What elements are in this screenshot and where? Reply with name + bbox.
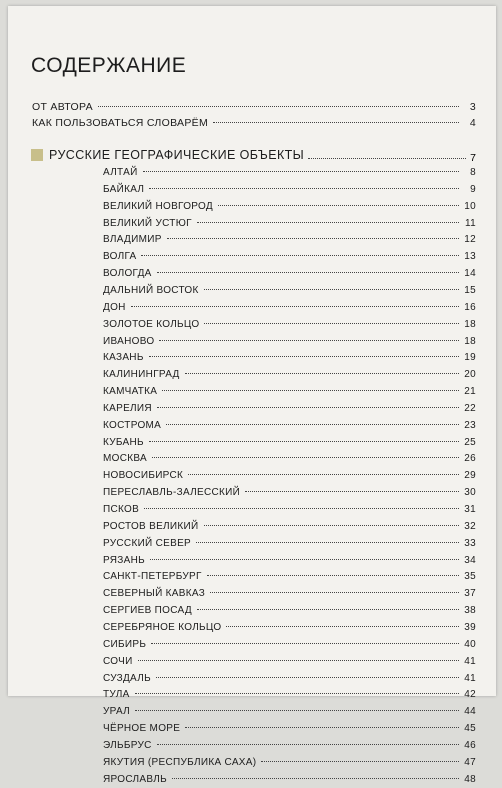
page-number: 31 (464, 504, 476, 515)
toc-entry[interactable] (103, 521, 476, 535)
toc-entry[interactable] (103, 673, 476, 687)
entry-title: ДОН (103, 301, 126, 313)
front-matter-item[interactable] (32, 101, 476, 115)
leader-dots (245, 491, 459, 492)
entry-title: КУБАНЬ (103, 436, 144, 448)
toc-entry[interactable] (103, 470, 476, 484)
page-number: 39 (464, 621, 476, 633)
page-number: 25 (464, 436, 476, 448)
section-page-number: 7 (470, 152, 476, 164)
entry-title: ДАЛЬНИЙ ВОСТОК (103, 284, 199, 296)
leader-dots (135, 710, 459, 711)
entry-title: СЕВЕРНЫЙ КАВКАЗ (103, 588, 206, 600)
page-number: 41 (464, 655, 476, 667)
entry-title: КАЛИНИНГРАД (103, 369, 180, 381)
toc-entry[interactable] (103, 487, 476, 501)
page-number: 47 (464, 756, 476, 768)
page-number: 34 (464, 554, 476, 566)
toc-entry[interactable] (103, 285, 476, 299)
toc-entry[interactable] (103, 453, 476, 467)
entry-title: УРАЛ (103, 706, 131, 718)
toc-entry[interactable] (103, 588, 476, 602)
toc-entry[interactable] (103, 639, 476, 653)
entry-title: ПСКОВ (103, 504, 140, 515)
section-bullet-square (31, 149, 43, 161)
leader-dots (204, 323, 459, 324)
entry-title: САНКТ-ПЕТЕРБУРГ (103, 571, 202, 583)
entry-title: СИБИРЬ (103, 638, 147, 650)
entry-title: НОВОСИБИРСК (103, 470, 184, 482)
entry-title: ВОЛОГДА (103, 268, 152, 280)
page-title: СОДЕРЖАНИЕ (31, 54, 187, 77)
leader-dots (149, 356, 459, 357)
toc-entry[interactable] (103, 723, 476, 737)
entry-title: ВЛАДИМИР (103, 234, 162, 246)
page-number: 12 (464, 234, 476, 246)
leader-dots (197, 222, 459, 223)
toc-entry[interactable] (103, 386, 476, 400)
page-number: 48 (464, 773, 476, 785)
page-number: 23 (464, 419, 476, 431)
toc-entry[interactable] (103, 555, 476, 569)
toc-entry[interactable] (103, 774, 476, 788)
page-number: 46 (464, 739, 476, 751)
entry-title: ТУЛА (103, 689, 130, 701)
page-number: 33 (464, 537, 476, 549)
toc-entry[interactable] (103, 504, 476, 518)
entry-title: КАК ПОЛЬЗОВАТЬСЯ СЛОВАРЁМ (32, 117, 209, 129)
entry-title: МОСКВА (103, 453, 147, 465)
page-number: 38 (464, 605, 476, 617)
front-matter-item[interactable] (32, 117, 476, 131)
leader-dots (159, 340, 459, 341)
page-number: 42 (464, 689, 476, 701)
page-number: 35 (464, 571, 476, 583)
page-number: 32 (464, 520, 476, 532)
leader-dots (204, 289, 459, 290)
entry-title: РОСТОВ ВЕЛИКИЙ (103, 520, 199, 532)
leader-dots (98, 106, 459, 107)
leader-dots (213, 122, 459, 123)
section-title: РУССКИЕ ГЕОГРАФИЧЕСКИЕ ОБЪЕКТЫ (49, 148, 305, 162)
page-number: 13 (464, 251, 476, 263)
page-number: 18 (464, 335, 476, 347)
leader-dots (144, 508, 459, 509)
page-number: 14 (464, 268, 476, 280)
leader-dots (210, 592, 459, 593)
page-number: 30 (464, 487, 476, 499)
page-number: 9 (470, 183, 476, 195)
page-number: 29 (464, 470, 476, 482)
toc-entry[interactable] (103, 571, 476, 585)
entry-title: ВЕЛИКИЙ УСТЮГ (103, 217, 192, 229)
leader-dots (166, 424, 459, 425)
toc-entry[interactable] (103, 336, 476, 350)
leader-dots (157, 272, 459, 273)
entry-title: ЯКУТИЯ (РЕСПУБЛИКА САХА) (103, 756, 257, 768)
entry-title: КАМЧАТКА (103, 386, 158, 398)
entry-title: ВОЛГА (103, 251, 137, 263)
leader-dots (185, 373, 459, 374)
entry-title: ПЕРЕСЛАВЛЬ-ЗАЛЕССКИЙ (103, 487, 241, 499)
entry-title: КАЗАНЬ (103, 352, 144, 364)
entry-title: ЗОЛОТОЕ КОЛЬЦО (103, 318, 200, 330)
leader-dots (152, 457, 459, 458)
entry-title: СУЗДАЛЬ (103, 672, 151, 684)
leader-dots (188, 474, 459, 475)
page-number: 16 (464, 301, 476, 313)
entry-title: СЕРГИЕВ ПОСАД (103, 605, 192, 617)
toc-entry[interactable] (103, 218, 476, 232)
leader-dots (156, 677, 459, 678)
page-number: 44 (464, 706, 476, 718)
toc-entry[interactable] (103, 319, 476, 333)
entry-title: ЯРОСЛАВЛЬ (103, 773, 167, 785)
leader-dots (172, 778, 459, 779)
page-number: 11 (465, 217, 476, 229)
leader-dots (226, 626, 459, 627)
page-number: 40 (464, 638, 476, 650)
toc-entry[interactable] (103, 437, 476, 451)
entry-title: БАЙКАЛ (103, 183, 145, 195)
leader-dots (149, 441, 459, 442)
page-number: 8 (470, 167, 476, 178)
toc-entry[interactable] (103, 268, 476, 282)
leader-dots (207, 575, 459, 576)
toc-entry[interactable] (103, 605, 476, 619)
leader-dots (185, 727, 459, 728)
leader-dots (149, 188, 459, 189)
toc-entry[interactable] (103, 757, 476, 771)
page-number: 37 (464, 588, 476, 600)
entry-title: СОЧИ (103, 655, 133, 667)
leader-dots (261, 761, 459, 762)
toc-entry[interactable] (103, 302, 476, 316)
leader-dots (131, 306, 459, 307)
page-number: 4 (469, 117, 476, 129)
section-heading[interactable] (31, 147, 476, 163)
entry-title: АЛТАЙ (103, 167, 138, 178)
toc-entry[interactable] (103, 184, 476, 198)
leader-dots (162, 390, 459, 391)
entry-title: ИВАНОВО (103, 335, 155, 347)
page-number: 26 (464, 453, 476, 465)
leader-dots (308, 158, 466, 159)
entry-title: ЧЁРНОЕ МОРЕ (103, 723, 181, 735)
toc-entry[interactable] (103, 656, 476, 670)
leader-dots (141, 255, 459, 256)
toc-entry[interactable] (103, 369, 476, 383)
leader-dots (167, 238, 459, 239)
toc-entry[interactable] (103, 706, 476, 720)
leader-dots (151, 643, 459, 644)
entry-title: ЭЛЬБРУС (103, 739, 152, 751)
toc-entry[interactable] (103, 167, 476, 181)
leader-dots (204, 525, 460, 526)
toc-entry[interactable] (103, 352, 476, 366)
page-number: 21 (464, 386, 476, 398)
leader-dots (197, 609, 459, 610)
leader-dots (135, 693, 459, 694)
page-number: 18 (464, 318, 476, 330)
page-number: 20 (464, 369, 476, 381)
leader-dots (218, 205, 459, 206)
page-number: 15 (464, 284, 476, 296)
book-page (8, 6, 496, 785)
leader-dots (143, 171, 459, 172)
toc-entry[interactable] (103, 234, 476, 248)
entry-title: ОТ АВТОРА (32, 101, 93, 113)
page-number: 3 (469, 101, 476, 113)
entry-title: РУССКИЙ СЕВЕР (103, 537, 192, 549)
leader-dots (157, 407, 459, 408)
entry-title: РЯЗАНЬ (103, 554, 145, 566)
page-number: 41 (464, 672, 476, 684)
page-number: 19 (464, 352, 476, 364)
toc-entry[interactable] (103, 201, 476, 215)
entry-title: ВЕЛИКИЙ НОВГОРОД (103, 200, 213, 212)
toc-entry[interactable] (103, 740, 476, 754)
leader-dots (138, 660, 459, 661)
toc-entry[interactable] (103, 420, 476, 434)
leader-dots (196, 542, 459, 543)
page-number: 22 (464, 402, 476, 414)
entry-title: СЕРЕБРЯНОЕ КОЛЬЦО (103, 621, 222, 633)
leader-dots (150, 559, 459, 560)
toc-entry[interactable] (103, 622, 476, 636)
toc-entry[interactable] (103, 251, 476, 265)
entry-title: КАРЕЛИЯ (103, 402, 152, 414)
toc-entry[interactable] (103, 689, 476, 703)
toc-entry[interactable] (103, 538, 476, 552)
leader-dots (157, 744, 459, 745)
entry-title: КОСТРОМА (103, 419, 162, 431)
toc-entry[interactable] (103, 403, 476, 417)
page-number: 10 (464, 200, 476, 212)
page-number: 45 (464, 723, 476, 735)
